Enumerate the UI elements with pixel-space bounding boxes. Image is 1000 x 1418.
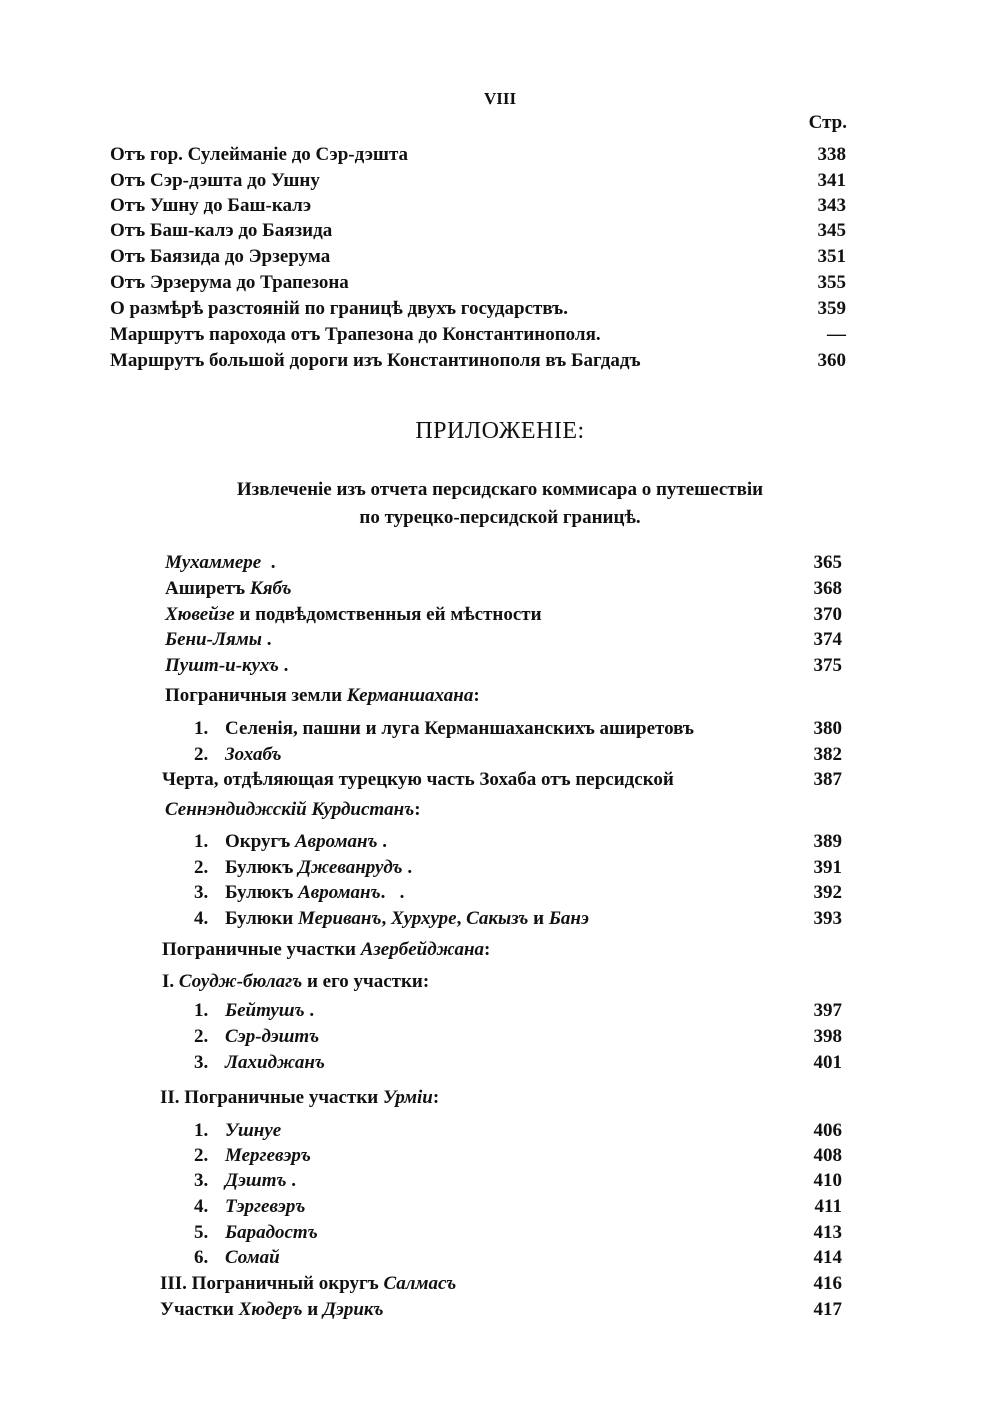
entry-title-italic-part: Бени-Лямы	[165, 629, 262, 650]
entry-title-italic-part: Джеванрудъ	[298, 857, 403, 878]
entry-title-italic-part: Урміи	[382, 1087, 433, 1108]
entry-title	[225, 718, 694, 740]
entry-title-part: Округъ	[225, 831, 295, 852]
entry-title	[225, 1120, 281, 1142]
entry-title	[225, 1026, 319, 1048]
entry-title-part: II. Пограничные участки	[160, 1087, 383, 1108]
entry-title-part: Отъ Баш-калэ до Баязида	[110, 220, 333, 241]
entry-title-part: III. Пограничный округъ	[160, 1273, 384, 1294]
entry-title	[225, 1052, 325, 1074]
entry-page-number: 392	[813, 882, 842, 903]
entry-page-number: 374	[813, 629, 842, 650]
entry-title-part: ,	[456, 908, 467, 929]
entry-page-number: 416	[813, 1273, 842, 1294]
entry-title-italic-part: Керманшахана	[346, 685, 474, 706]
entry-title-italic-part: Мергевэръ	[225, 1145, 311, 1166]
entry-title	[110, 220, 332, 242]
entry-title	[160, 1087, 439, 1109]
entry-title-part: Аширетъ	[165, 578, 250, 599]
entry-title-part: :	[473, 685, 480, 706]
entry-title-italic-part: Мухаммере	[165, 552, 262, 573]
entry-title-italic-part: Дэрикъ	[322, 1299, 384, 1320]
entry-title	[225, 857, 412, 879]
entry-page-number: 370	[813, 604, 842, 625]
entry-title-part: .	[261, 629, 272, 650]
entry-title-italic-part: Тэргевэръ	[225, 1196, 306, 1217]
entry-title-italic-part: Зохабъ	[225, 744, 282, 765]
entry-title	[165, 578, 292, 600]
entry-title-italic-part: Кябъ	[249, 578, 292, 599]
entry-number: 1.	[194, 831, 209, 852]
entry-title-part: и	[302, 1299, 323, 1320]
entry-title	[162, 939, 490, 961]
entry-page-number: 406	[813, 1120, 842, 1141]
entry-page-number: 398	[813, 1026, 842, 1047]
appendix-subtitle-line-1: Извлеченіе изъ отчета персидскаго коммисара о путешествіи	[236, 479, 764, 500]
entry-title-italic-part: Азербейджана	[360, 939, 485, 960]
entry-number: 3.	[194, 1170, 209, 1191]
entry-page-number: —	[827, 324, 846, 345]
entry-title	[160, 1273, 456, 1295]
page-number: VIII	[483, 89, 517, 108]
entry-page-number: 393	[813, 908, 842, 929]
entry-page-number: 341	[817, 170, 846, 191]
entry-page-number: 365	[813, 552, 842, 573]
entry-title-italic-part: Банэ	[548, 908, 589, 929]
entry-number: 3.	[194, 882, 209, 903]
entry-title-italic-part: Сомай	[225, 1247, 280, 1268]
entry-title	[225, 1247, 280, 1269]
entry-title-italic-part: Ушнуе	[225, 1120, 282, 1141]
entry-title	[225, 1222, 318, 1244]
entry-title	[225, 1196, 305, 1218]
entry-title	[110, 350, 641, 372]
entry-title	[110, 170, 320, 192]
entry-title-part: Отъ Сэр-дэшта до Ушну	[110, 170, 320, 191]
entry-number: 2.	[194, 857, 209, 878]
entry-title-part: Пограничныя земли	[165, 685, 347, 706]
entry-title-italic-part: Сеннэндиджскій Курдистанъ	[165, 799, 415, 820]
entry-page-number: 397	[813, 1000, 842, 1021]
entry-page-number: 360	[817, 350, 846, 371]
entry-number: 5.	[194, 1222, 209, 1243]
entry-page-number: 338	[817, 144, 846, 165]
entry-title-part: :	[414, 799, 421, 820]
page-column-label: Стр.	[808, 112, 847, 133]
entry-title-part: Отъ Ушну до Баш-калэ	[110, 195, 312, 216]
entry-title	[225, 1000, 314, 1022]
entry-number: 2.	[194, 744, 209, 765]
entry-title-part: .	[286, 1170, 296, 1191]
entry-title-part: .	[402, 857, 413, 878]
entry-title-part: ,	[381, 908, 391, 929]
entry-page-number: 410	[813, 1170, 842, 1191]
entry-title-italic-part: Салмасъ	[383, 1273, 457, 1294]
entry-title-part: Отъ Баязида до Эрзерума	[110, 246, 331, 267]
entry-title-part: и его участки:	[302, 971, 430, 992]
entry-page-number: 401	[813, 1052, 842, 1073]
entry-title	[110, 272, 349, 294]
appendix-subtitle-line-2: по турецко-персидской границѣ.	[359, 507, 641, 528]
entry-page-number: 414	[813, 1247, 842, 1268]
entry-title	[165, 629, 271, 651]
entry-title-part: Отъ гор. Сулейманіе до Сэр-дэшта	[110, 144, 409, 165]
entry-title-italic-part: Мериванъ	[297, 908, 382, 929]
entry-title	[110, 298, 568, 320]
entry-title-part: Пограничные участки	[162, 939, 361, 960]
entry-title-italic-part: Авроманъ	[295, 831, 378, 852]
entry-page-number: 417	[813, 1299, 842, 1320]
entry-title	[110, 144, 408, 166]
entry-title	[110, 195, 311, 217]
entry-title	[165, 685, 480, 707]
entry-title-part: Селенія, пашни и луга Керманшаханскихъ аширетовъ	[225, 718, 695, 739]
entry-number: 1.	[194, 1120, 209, 1141]
entry-title	[160, 1299, 384, 1321]
entry-page-number: 345	[817, 220, 846, 241]
entry-title-italic-part: Бейтушъ	[225, 1000, 305, 1021]
entry-title	[110, 246, 330, 268]
entry-title-italic-part: Соудж-бюлагъ	[178, 971, 303, 992]
entry-title-italic-part: Хурхуре	[391, 908, 457, 929]
entry-title-italic-part: Авроманъ	[298, 882, 381, 903]
entry-title	[225, 831, 387, 853]
entry-number: 4.	[194, 1196, 209, 1217]
entry-page-number: 355	[817, 272, 846, 293]
entry-number: 4.	[194, 908, 209, 929]
entry-page-number: 343	[817, 195, 846, 216]
entry-title	[165, 552, 275, 574]
entry-title	[225, 882, 404, 904]
entry-title-italic-part: Лахиджанъ	[225, 1052, 325, 1073]
entry-number: 6.	[194, 1247, 209, 1268]
entry-title-italic-part: Хювейзе	[165, 604, 235, 625]
entry-title-part: О размѣрѣ разстояній по границѣ двухъ государствъ.	[110, 298, 568, 319]
entry-page-number: 351	[817, 246, 846, 267]
entry-page-number: 408	[813, 1145, 842, 1166]
entry-page-number: 382	[813, 744, 842, 765]
entry-title-part: Булюкъ	[225, 882, 299, 903]
entry-title-italic-part: Дэштъ	[225, 1170, 287, 1191]
entry-title	[110, 324, 601, 346]
entry-number: 2.	[194, 1145, 209, 1166]
entry-page-number: 413	[813, 1222, 842, 1243]
entry-title	[225, 1170, 296, 1192]
entry-title	[165, 655, 288, 677]
entry-title	[225, 744, 282, 766]
entry-page-number: 411	[814, 1196, 842, 1217]
entry-title-part: и подвѣдомственныя ей мѣстности	[234, 604, 542, 625]
entry-title-part: .	[278, 655, 289, 676]
entry-title	[165, 604, 542, 626]
appendix-title: ПРИЛОЖЕНІЕ:	[415, 418, 585, 444]
entry-page-number: 359	[817, 298, 846, 319]
entry-title-part: :	[484, 939, 491, 960]
entry-title-part: Черта, отдѣляющая турецкую часть Зохаба отъ персидской	[162, 769, 674, 790]
entry-title-italic-part: Барадостъ	[225, 1222, 318, 1243]
entry-number: 1.	[194, 718, 209, 739]
entry-title	[225, 1145, 311, 1167]
entry-title	[165, 799, 421, 821]
entry-title-part: .	[304, 1000, 315, 1021]
entry-title-part: и	[528, 908, 549, 929]
entry-title-part: I.	[162, 971, 179, 992]
entry-title-part: Маршрутъ парохода отъ Трапезона до Константинополя.	[110, 324, 601, 345]
entry-title-italic-part: Хюдеръ	[238, 1299, 303, 1320]
entry-title-part: :	[432, 1087, 440, 1108]
entry-title-part: Маршрутъ большой дороги изъ Константинополя въ Багдадъ	[110, 350, 641, 371]
entry-title	[162, 971, 429, 993]
entry-page-number: 387	[813, 769, 842, 790]
entry-title-italic-part: Пушт-и-кухъ	[165, 655, 279, 676]
entry-title-part: Участки	[160, 1299, 239, 1320]
entry-title-part: Булюкъ	[225, 857, 299, 878]
entry-title-part: Булюки	[225, 908, 298, 929]
entry-title-italic-part: Сакызъ	[466, 908, 529, 929]
entry-page-number: 389	[813, 831, 842, 852]
entry-title-part: . .	[380, 882, 405, 903]
entry-title-part: .	[261, 552, 276, 573]
entry-page-number: 391	[813, 857, 842, 878]
entry-title-part: .	[377, 831, 388, 852]
entry-page-number: 375	[813, 655, 842, 676]
entry-title	[225, 908, 589, 930]
entry-page-number: 368	[813, 578, 842, 599]
entry-number: 2.	[194, 1026, 209, 1047]
entry-page-number: 380	[813, 718, 842, 739]
entry-title-part: Отъ Эрзерума до Трапезона	[110, 272, 349, 293]
entry-title	[162, 769, 674, 791]
entry-title-italic-part: Сэр-дэштъ	[225, 1026, 320, 1047]
entry-number: 3.	[194, 1052, 209, 1073]
entry-number: 1.	[194, 1000, 209, 1021]
